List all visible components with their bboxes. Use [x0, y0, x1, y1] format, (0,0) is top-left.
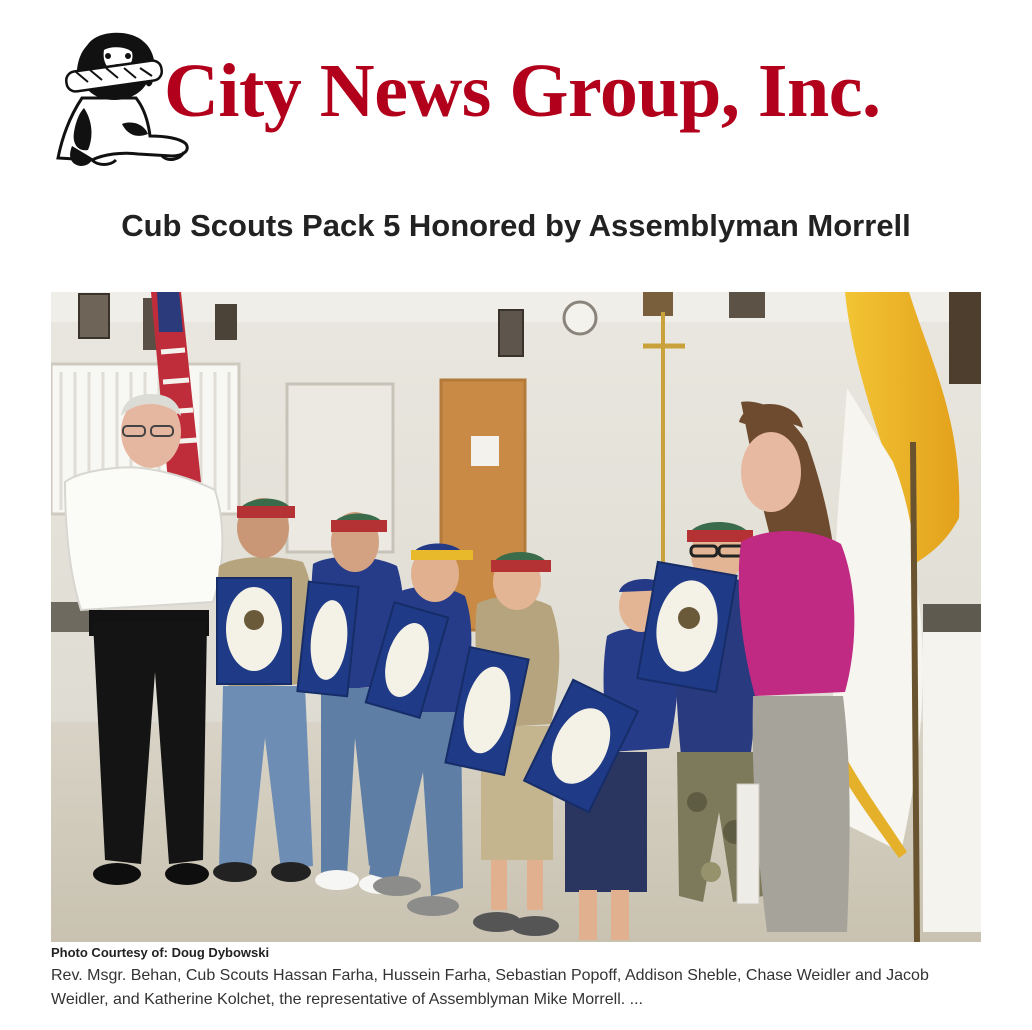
article-title: Cub Scouts Pack 5 Honored by Assemblyman Morrell	[121, 208, 911, 243]
brand-name: City News Group, Inc.	[164, 49, 881, 133]
group-photo-illustration	[51, 292, 981, 942]
photo-credit: Photo Courtesy of: Doug Dybowski	[51, 945, 270, 960]
article-photo	[51, 292, 981, 942]
masthead	[52, 28, 982, 173]
photo-caption: Rev. Msgr. Behan, Cub Scouts Hassan Farha, Hussein Farha, Sebastian Popoff, Addison Sheble, Chase Weidler and Jacob Weidler, and Katherine Kolchet, the representative of Assemblyman Mike Morrell. ...	[51, 967, 929, 1008]
